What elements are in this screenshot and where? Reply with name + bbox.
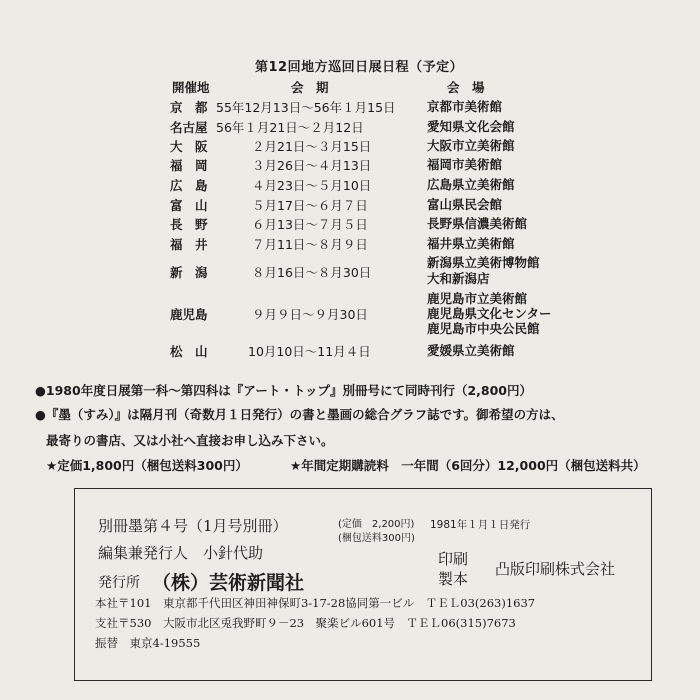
- period-10: 10月10日～11月４日: [248, 344, 371, 359]
- venue-10: 愛媛県立美術館: [427, 343, 515, 358]
- city-1: 名古屋: [170, 120, 208, 135]
- venue-8a: 新潟県立美術博物館: [427, 255, 540, 270]
- subscription-note: ★年間定期購読料 一年間（6回分）12,000円（梱包送料共）: [290, 458, 646, 473]
- header-venue: 会 場: [447, 80, 485, 95]
- note-artop: ●1980年度日展第一科～第四科は『アート・トップ』別冊号にて同時刊行（2,800円）: [35, 383, 532, 398]
- period-0: 55年12月13日～56年１月15日: [216, 100, 396, 115]
- city-3: 福 岡: [170, 158, 208, 173]
- issue-date: 1981年１月１日発行: [430, 519, 531, 531]
- period-5: ５月17日～６月７日: [252, 198, 368, 213]
- venue-5: 富山県民会館: [427, 197, 503, 212]
- city-6: 長 野: [170, 217, 208, 232]
- price-note: ★定価1,800円（梱包送料300円）: [46, 458, 248, 473]
- binding-label: 製本: [438, 570, 469, 588]
- city-0: 京 都: [170, 100, 208, 115]
- printer-name: 凸版印刷株式会社: [495, 560, 616, 578]
- note-sumi-line2: 最寄りの書店、又は小社へ直接お申し込み下さい。: [46, 433, 334, 448]
- city-5: 富 山: [170, 198, 208, 213]
- venue-9b: 鹿児島県文化センター: [427, 306, 552, 321]
- city-10: 松 山: [170, 344, 208, 359]
- venue-8b: 大和新潟店: [427, 271, 490, 286]
- period-8: ８月16日～８月30日: [252, 265, 372, 280]
- header-location: 開催地: [172, 80, 210, 95]
- city-4: 広 島: [170, 178, 208, 193]
- city-2: 大 阪: [170, 139, 208, 154]
- price-line1: (定価 2,200円): [338, 519, 415, 530]
- venue-9c: 鹿児島市中央公民館: [427, 321, 540, 336]
- print-label: 印刷: [438, 550, 469, 568]
- hq-address: 本社〒101 東京都千代田区神田神保町3-17-28協同第一ビル ＴＥＬ03(263)1637: [95, 596, 536, 610]
- header-period: 会 期: [291, 80, 329, 95]
- publisher-label: 発行所: [98, 575, 140, 591]
- period-4: ４月23日～５月10日: [252, 178, 372, 193]
- city-9: 鹿児島: [170, 307, 208, 322]
- venue-9a: 鹿児島市立美術館: [427, 291, 528, 306]
- editor-line: 編集兼発行人 小針代助: [98, 544, 264, 562]
- publisher-name: （株）芸術新聞社: [152, 572, 305, 594]
- venue-6: 長野県信濃美術館: [427, 216, 528, 231]
- venue-0: 京都市美術館: [427, 99, 503, 114]
- venue-3: 福岡市美術館: [427, 157, 503, 172]
- period-3: ３月26日～４月13日: [252, 158, 372, 173]
- issue-title: 別冊墨第４号（1月号別冊）: [98, 517, 288, 535]
- period-2: ２月21日～３月15日: [252, 139, 372, 154]
- schedule-title: 第12回地方巡回日展日程（予定）: [255, 60, 464, 75]
- city-8: 新 潟: [170, 265, 208, 280]
- period-1: 56年１月21日～２月12日: [216, 120, 364, 135]
- venue-7: 福井県立美術館: [427, 236, 515, 251]
- venue-4: 広島県立美術館: [427, 177, 515, 192]
- venue-2: 大阪市立美術館: [427, 138, 515, 153]
- price-line2: (梱包送料300円): [338, 533, 415, 544]
- branch-address: 支社〒530 大阪市北区兎我野町９－23 聚楽ビル601号 ＴＥＬ06(315)7673: [95, 616, 516, 630]
- note-sumi-line1: ●『墨（すみ）』は隔月刊（奇数月１日発行）の書と墨画の総合グラフ誌です。御希望の方は、: [35, 407, 564, 422]
- period-9: ９月９日～９月30日: [252, 307, 368, 322]
- city-7: 福 井: [170, 237, 208, 252]
- period-6: ６月13日～７月５日: [252, 217, 368, 232]
- venue-1: 愛知県文化会館: [427, 119, 515, 134]
- colophon-box: [74, 488, 652, 681]
- period-7: ７月11日～８月９日: [252, 237, 368, 252]
- postal-transfer: 振替 東京4-19555: [95, 636, 201, 650]
